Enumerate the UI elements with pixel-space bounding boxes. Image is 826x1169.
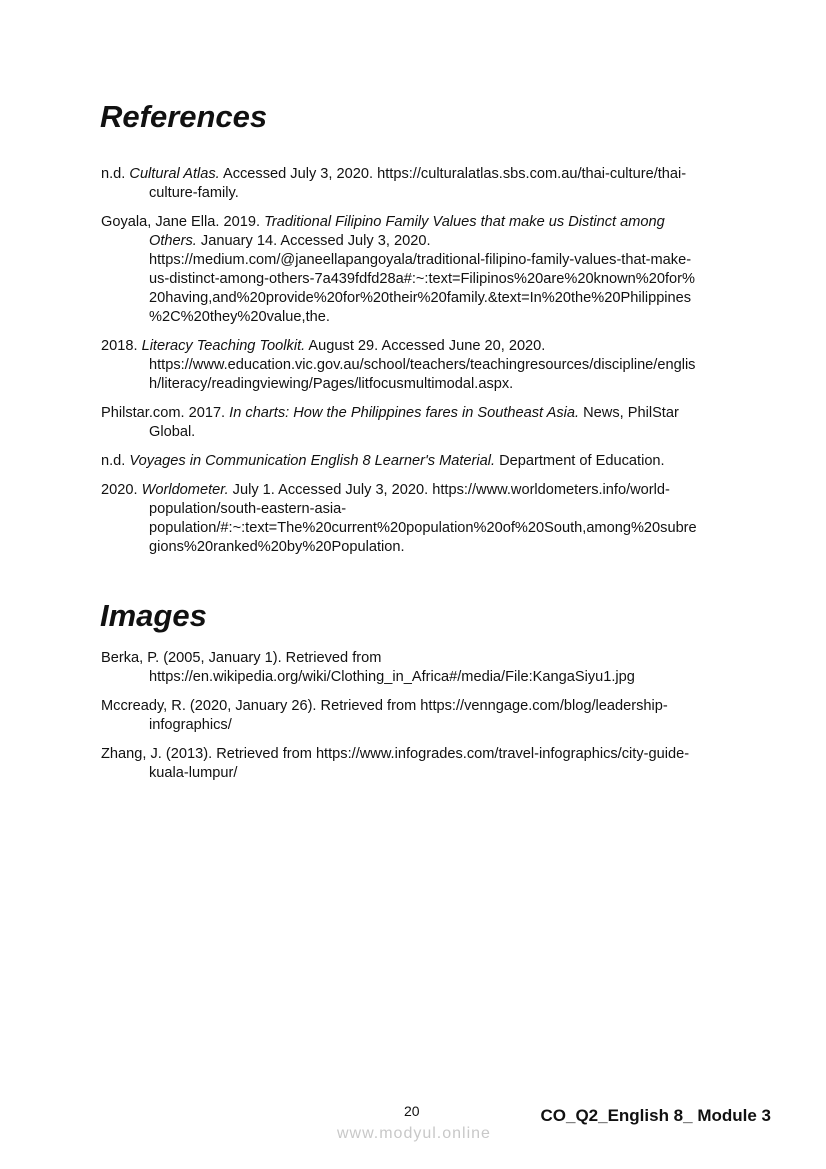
ref-text: January 14. Accessed July 3, 2020. [196,233,431,249]
references-heading: References [100,99,268,134]
ref-title: Worldometer. [141,482,229,498]
credit-url: https://en.wikipedia.org/wiki/Clothing_in_Africa#/media/File:KangaSiyu1.jpg [149,669,635,685]
ref-text: 2020. [101,482,142,498]
ref-title: In charts: How the Philippines fares in Southeast Asia. [229,405,580,421]
ref-text: Global. [149,424,196,440]
ref-url: h/literacy/readingviewing/Pages/litfocusmultimodal.aspx. [149,376,514,392]
ref-text: Department of Education. [495,453,665,469]
credit-text: Zhang, J. (2013). Retrieved from https://www.infogrades.com/travel-infographics/city-guide- [101,746,690,762]
ref-text: August 29. Accessed June 20, 2020. [305,338,546,354]
ref-title: Traditional Filipino Family Values that make us Distinct among [264,214,665,230]
watermark: www.modyul.online [337,1125,491,1142]
ref-url: population/#:~:text=The%20current%20population%20of%20South,among%20subre [149,520,697,536]
ref-text: n.d. [101,453,130,469]
ref-title: Cultural Atlas. [129,166,220,182]
credit-text: Mccready, R. (2020, January 26). Retrieved from https://venngage.com/blog/leadership- [101,698,668,714]
ref-text: Accessed July 3, 2020. https://culturalatlas.sbs.com.au/thai-culture/thai- [219,166,687,182]
reference-entry [101,452,741,471]
ref-text: culture-family. [149,185,239,201]
module-label: CO_Q2_English 8_ Module 3 [540,1106,771,1125]
reference-entry [101,165,741,203]
ref-text: 2018. [101,338,142,354]
ref-url: gions%20ranked%20by%20Population. [149,539,405,555]
reference-entry [101,337,741,394]
ref-text: n.d. [101,166,130,182]
reference-entry [101,404,741,442]
reference-entry [101,213,741,327]
ref-text: July 1. Accessed July 3, 2020. https://www.worldometers.info/world- [228,482,670,498]
ref-text: Philstar.com. 2017. [101,405,230,421]
ref-url: %2C%20they%20value,the. [149,309,330,325]
ref-url: https://medium.com/@janeellapangoyala/traditional-filipino-family-values-that-make- [149,252,692,268]
ref-url: us-distinct-among-others-7a439fdfd28a#:~:text=Filipinos%20are%20known%20for% [149,271,695,287]
image-credit [101,649,741,687]
ref-url: 20having,and%20provide%20for%20their%20family.&text=In%20the%20Philippines [149,290,692,306]
ref-title: Voyages in Communication English 8 Learner's Material. [129,453,496,469]
image-credit [101,745,741,783]
ref-text: News, PhilStar [579,405,679,421]
ref-title: Literacy Teaching Toolkit. [141,338,306,354]
ref-text: Goyala, Jane Ella. 2019. [101,214,265,230]
credit-url: infographics/ [149,717,232,733]
reference-entry [101,481,741,557]
page-number: 20 [404,1103,420,1119]
credit-text: Berka, P. (2005, January 1). Retrieved from [101,650,382,666]
references-list [101,165,741,567]
credit-url: kuala-lumpur/ [149,765,238,781]
images-heading: Images [100,598,207,633]
images-list [101,649,741,793]
ref-title: Others. [149,233,197,249]
ref-url: population/south-eastern-asia- [149,501,347,517]
ref-url: https://www.education.vic.gov.au/school/teachers/teachingresources/discipline/englis [149,357,696,373]
image-credit [101,697,741,735]
